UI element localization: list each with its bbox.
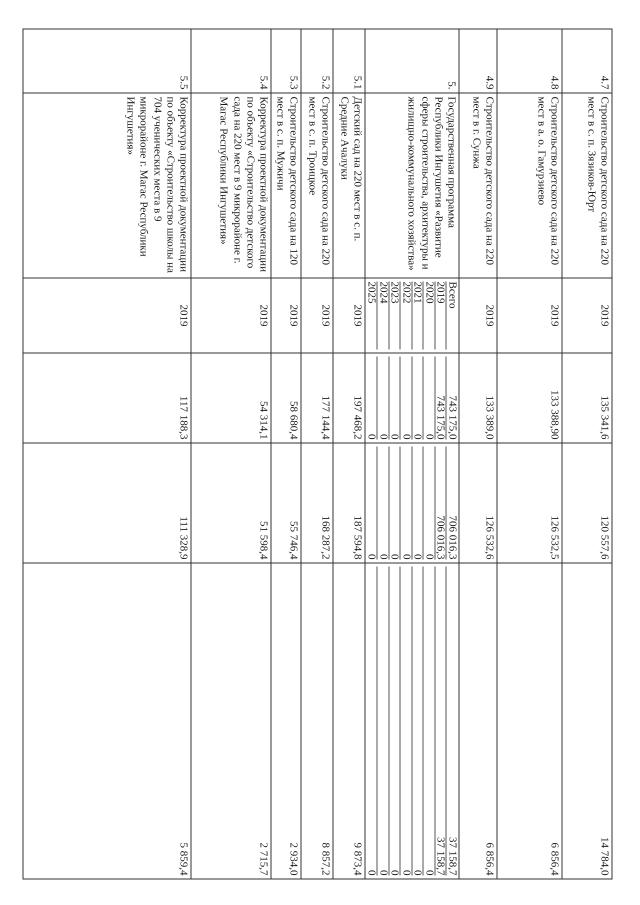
row-total: 58 680,4 (271, 353, 301, 443)
row-total: 133 389,0 (459, 353, 497, 443)
row-year: 2019 (562, 278, 612, 353)
table-row (271, 29, 301, 879)
rotated-table-wrapper (28, 28, 613, 878)
total-cell: 0 (377, 356, 389, 439)
row-regional: 6 856,4 (459, 563, 497, 879)
row-federal-breakdown (365, 443, 459, 563)
row-regional: 6 856,4 (497, 563, 562, 879)
total-cell: 0 (366, 433, 378, 439)
total-cell: 0 (423, 356, 435, 439)
year-cell: Всего (446, 281, 458, 349)
row-name: Строительство детского сада на 220 мест в с. п. Зязиков-Юрт (562, 93, 612, 278)
federal-cell: 0 (377, 446, 389, 559)
row-number: 5.1 (333, 29, 365, 93)
row-year: 2019 (497, 278, 562, 353)
row-federal: 51 598,4 (191, 443, 271, 563)
total-cell: 743 175,0 (446, 356, 458, 439)
row-year: 2019 (191, 278, 271, 353)
row-total: 197 468,2 (333, 353, 365, 443)
total-cell: 743 175,0 (435, 356, 447, 439)
row-total: 177 144,4 (301, 353, 333, 443)
row-number: 5.3 (271, 29, 301, 93)
row-number: 5.2 (301, 29, 333, 93)
regional-cell: 37 158,7 (446, 566, 458, 875)
table-row (459, 29, 497, 879)
row-year: 2019 (333, 278, 365, 353)
table-row (301, 29, 333, 879)
federal-cell: 706 016,3 (435, 446, 447, 559)
row-federal: 126 532,6 (459, 443, 497, 563)
table-row (333, 29, 365, 879)
row-federal: 120 557,6 (562, 443, 612, 563)
row-years-breakdown (365, 278, 459, 353)
row-number: 4.8 (497, 29, 562, 93)
row-year: 2019 (301, 278, 333, 353)
regional-cell: 0 (389, 566, 401, 875)
year-cell: 2019 (435, 281, 447, 349)
row-name: Детский сад на 220 мест в с. п. Средние Ачалуки (333, 93, 365, 278)
table-row (562, 29, 612, 879)
row-total: 54 314,1 (191, 353, 271, 443)
row-number: 5.5 (23, 29, 191, 93)
year-cell: 2022 (400, 281, 412, 349)
row-regional: 9 873,4 (333, 563, 365, 879)
row-federal: 55 746,4 (271, 443, 301, 563)
table-row (497, 29, 562, 879)
regional-cell: 37 158,7 (435, 566, 447, 875)
table-row (23, 29, 191, 879)
row-name: Строительство детского сада на 120 мест в с. п. Мужичи (271, 93, 301, 278)
regional-cell: 0 (400, 566, 412, 875)
row-number: 4.9 (459, 29, 497, 93)
year-cell: 2023 (389, 281, 401, 349)
year-cell: 2025 (366, 281, 378, 303)
year-cell: 2020 (423, 281, 435, 349)
row-federal: 111 328,9 (23, 443, 191, 563)
row-name: Строительство детского сада на 220 мест в а. о. Гамурзиево (497, 93, 562, 278)
table-row-program (365, 29, 459, 879)
row-name: Корректура проектной документации по объекту «Строительство школы на 704 ученических места в 9 микрорайоне г. Магас Республики Ингушетия» (23, 93, 191, 278)
federal-cell: 706 016,3 (446, 446, 458, 559)
row-name: Строительство детского сада на 220 мест в с. п. Троицкое (301, 93, 333, 278)
row-regional: 8 857,2 (301, 563, 333, 879)
federal-cell: 0 (423, 446, 435, 559)
row-name: Государственная программа Республики Ингушетия «Развитие сферы строительства, архитектуры и жилищно-коммунального хозяйства» (365, 93, 459, 278)
federal-cell: 0 (366, 553, 378, 559)
federal-cell: 0 (389, 446, 401, 559)
regional-cell: 0 (377, 566, 389, 875)
federal-cell: 0 (412, 446, 424, 559)
row-totals-breakdown (365, 353, 459, 443)
row-year: 2019 (459, 278, 497, 353)
row-regional: 5 859,4 (23, 563, 191, 879)
row-number: 5. (365, 29, 459, 93)
year-cell: 2021 (412, 281, 424, 349)
row-year: 2019 (271, 278, 301, 353)
row-regional: 2 934,0 (271, 563, 301, 879)
row-federal: 126 532,5 (497, 443, 562, 563)
row-regional: 14 784,0 (562, 563, 612, 879)
federal-cell: 0 (400, 446, 412, 559)
row-regional-breakdown (365, 563, 459, 879)
total-cell: 0 (389, 356, 401, 439)
regional-cell: 0 (423, 566, 435, 875)
row-federal: 187 594,8 (333, 443, 365, 563)
table-row (191, 29, 271, 879)
regional-cell: 0 (366, 869, 378, 875)
total-cell: 0 (400, 356, 412, 439)
row-total: 135 341,6 (562, 353, 612, 443)
total-cell: 0 (412, 356, 424, 439)
row-name: Строительство детского сада на 220 мест в г. Сунжа (459, 93, 497, 278)
row-number: 4.7 (562, 29, 612, 93)
row-year: 2019 (23, 278, 191, 353)
row-total: 117 188,3 (23, 353, 191, 443)
year-cell: 2024 (377, 281, 389, 349)
row-name: Корректура проектной документации по объекту «Строительство детского сада на 220 мест в 9 микрорайоне г. Магас Республики Ингушетия» (191, 93, 271, 278)
program-table (23, 28, 613, 879)
regional-cell: 0 (412, 566, 424, 875)
row-regional: 2 715,7 (191, 563, 271, 879)
row-federal: 168 287,2 (301, 443, 333, 563)
row-total: 133 388,90 (497, 353, 562, 443)
row-number: 5.4 (191, 29, 271, 93)
